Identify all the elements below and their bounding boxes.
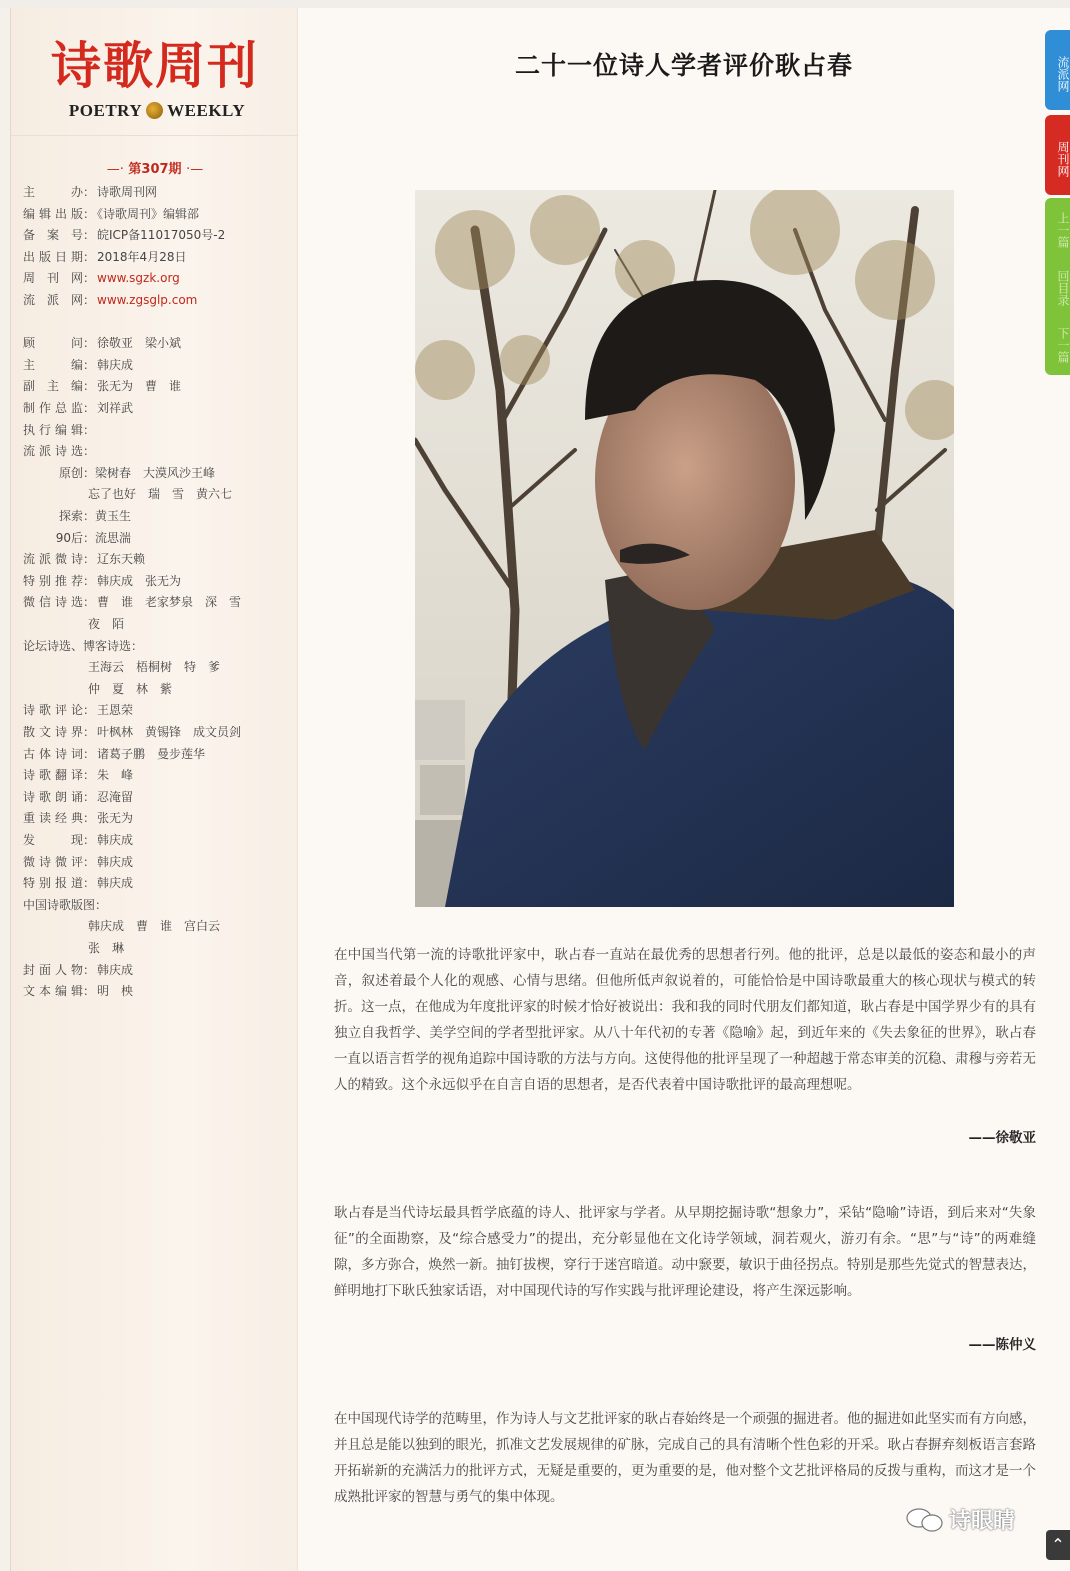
info-row: [23, 443, 97, 459]
info-label: 特别推荐: [23, 573, 83, 588]
info-value: 韩庆成: [97, 854, 134, 869]
info-colon: ：: [83, 811, 96, 826]
staff-continued: 仲 夏 林 紫: [88, 681, 173, 696]
info-colon: ：: [83, 573, 96, 588]
tab-liupai-site[interactable]: 流派网: [1045, 30, 1070, 110]
info-label: 流 派 网: [23, 293, 83, 307]
back-to-index-tab[interactable]: 回目录: [1056, 269, 1070, 306]
info-colon: ：: [83, 228, 96, 243]
portrait-photo: [415, 190, 954, 907]
info-colon: ：: [83, 336, 96, 351]
info-value: 韩庆成: [97, 357, 134, 372]
info-row: [23, 227, 225, 243]
info-row: [23, 638, 145, 654]
staff-continued: 王海云 梧桐树 特 爹: [88, 660, 221, 675]
info-row: [23, 832, 133, 848]
info-label: 周 刊 网: [23, 271, 83, 286]
info-value: 辽东天赖: [97, 552, 146, 567]
info-label: 主 办: [23, 185, 83, 199]
info-label: 执行编辑: [23, 422, 83, 437]
wechat-watermark: [905, 1504, 1015, 1535]
info-link[interactable]: www.sgzk.org: [97, 271, 180, 286]
portrait-illustration: [415, 190, 954, 907]
logo-chinese-title: 诗歌周刊: [51, 36, 259, 95]
info-colon: ：: [83, 509, 96, 523]
staff-continued: 忘了也好 瑞 雪 黄六七: [88, 487, 233, 502]
logo-english-title: [51, 101, 263, 121]
info-label: 特别报道: [23, 876, 83, 891]
info-label: 散文诗界: [23, 725, 83, 739]
info-colon: ：: [83, 876, 96, 891]
info-label: 顾 问: [23, 336, 83, 351]
info-row: [23, 249, 186, 265]
info-colon: ：: [83, 595, 96, 610]
info-value: 诸葛子鹏 曼步莲华: [97, 746, 206, 761]
info-value: 《诗歌周刊》编辑部: [97, 206, 200, 221]
logo[interactable]: [11, 8, 299, 138]
info-value: 皖ICP备11017050号-2: [97, 228, 226, 243]
info-colon: ：: [83, 833, 96, 847]
review-paragraph: 在中国当代第一流的诗歌批评家中，耿占春一直站在最优秀的思想者行列。他的批评，总是以最低的姿态和最小的声音，叙述着最个人化的观感、心情与思绪。但他所低声叙说着的，可能恰恰是中国诗歌最重大的核心现状与模式的转折。这一点，在他成为年度批评家的时候才恰好被说出：我和我的同时代朋友们都知道，耿占春是中国学界少有的具有独立自我哲学、美学空间的学者型批评家。从八十年代初的专著《隐喻》起，到近年来的《失去象征的世界》，耿占春一直以语言哲学的视角追踪中国诗歌的方法与方向。这使得他的批评呈现了一种超越于常态审美的沉稳、肃穆与旁若无人的精致。这个永远似乎在自言自语的思想者，是否代表着中国诗歌批评的最高理想呢。: [334, 947, 1036, 1093]
issue-number: [11, 158, 299, 177]
issue-dash-left: —·: [106, 162, 124, 177]
article-title: 二十一位诗人学者评价耿占春: [514, 51, 853, 80]
info-row: [23, 875, 133, 891]
info-colon: ：: [95, 897, 108, 912]
info-label: 原创: [58, 465, 83, 480]
info-value: 朱 峰: [97, 768, 134, 783]
info-label: 探索: [58, 509, 83, 523]
info-label: 出版日期: [23, 249, 83, 264]
info-label: 微信诗选: [23, 595, 83, 610]
info-colon: ：: [83, 530, 96, 545]
info-colon: ：: [83, 422, 96, 437]
info-value: 诗歌周刊网: [97, 185, 158, 199]
info-label: 诗歌翻译: [23, 768, 83, 783]
info-row: [23, 400, 133, 416]
watermark-text: 诗眼睛: [949, 1509, 1016, 1534]
info-row: [23, 573, 181, 589]
info-value: 曹 谁 老家梦泉 深 雪: [97, 595, 242, 610]
logo-en-right: WEEKLY: [167, 101, 246, 120]
info-colon: ：: [83, 185, 96, 199]
info-label: 中国诗歌版图: [23, 897, 96, 912]
info-value: 2018年4月28日: [97, 249, 187, 264]
info-row: [23, 378, 181, 394]
review-paragraph: 在中国现代诗学的范畴里，作为诗人与文艺批评家的耿占春始终是一个顽强的掘进者。他的掘进如此坚实而有方向感，并且总是能以独到的眼光，抓准文艺发展规律的矿脉，完成自己的具有清晰个性色彩的开采。耿占春摒弃刻板语言套路开拓崭新的充满活力的批评方式，无疑是重要的，更为重要的是，他对整个文艺批评格局的反拨与重构，而这才是一个成熟批评家的智慧与勇气的集中体现。: [334, 1411, 1036, 1505]
info-value: 韩庆成: [97, 833, 134, 847]
info-row: [23, 206, 199, 222]
info-row[interactable]: [23, 270, 180, 286]
info-row: [23, 551, 145, 567]
info-row: [23, 854, 133, 870]
info-label: 诗歌评论: [23, 703, 83, 718]
info-colon: ：: [83, 465, 96, 480]
staff-continued: 韩庆成 曹 谁 宫白云: [88, 919, 221, 934]
info-value: 张无为: [97, 811, 134, 826]
info-colon: ：: [131, 638, 144, 653]
review-paragraph: 耿占春是当代诗坛最具哲学底蕴的诗人、批评家与学者。从早期挖掘诗歌“想象力”，采钻“隐喻”诗语，到后来对“失象征”的全面勘察，及“综合感受力”的提出，充分彰显他在文化诗学领域，洞若观火，游刃有余。“思”与“诗”的两难缝隙，多方弥合，焕然一新。抽钉拔楔，穿行于迷宫暗道。动中窾要，敏识于曲径拐点。特别是那些先觉式的智慧表达，鲜明地打下耿氏独家话语，对中国现代诗的写作实践与批评理论建设，将产生深远影响。: [334, 1205, 1036, 1299]
tab-zhoukan-site[interactable]: 周刊网: [1045, 115, 1070, 195]
info-row: [48, 508, 131, 524]
info-value: 韩庆成 张无为: [97, 573, 182, 588]
info-colon: ：: [83, 962, 96, 977]
info-row: [23, 897, 109, 913]
info-value: 忍淹留: [97, 789, 134, 804]
info-row: [23, 746, 205, 762]
info-label: 备 案 号: [23, 228, 83, 243]
info-colon: ：: [83, 379, 96, 394]
info-colon: ：: [83, 206, 96, 221]
info-colon: ：: [83, 249, 96, 264]
issue-label: 第307期: [128, 162, 182, 177]
info-value: 梁树春 大漠风沙王峰: [95, 465, 216, 480]
top-strip: [0, 0, 1070, 8]
info-label: 论坛诗选、博客诗选: [23, 638, 132, 653]
info-colon: ：: [83, 768, 96, 783]
logo-divider: [11, 135, 299, 136]
info-value: 韩庆成: [97, 876, 134, 891]
info-row: [23, 357, 133, 373]
info-label: 编辑出版: [23, 206, 83, 221]
info-row: [23, 335, 181, 351]
back-to-top-button[interactable]: [1046, 1530, 1070, 1560]
info-colon: ：: [83, 789, 96, 804]
info-row: [23, 962, 133, 978]
info-value: 徐敬亚 梁小斌: [97, 336, 182, 351]
info-label: 制作总监: [23, 401, 83, 415]
info-label: 流派微诗: [23, 552, 83, 567]
prev-article-tab[interactable]: 上一篇: [1056, 212, 1070, 248]
info-value: 叶枫林 黄锡锋 成文员剑: [97, 725, 242, 739]
info-label: 封面人物: [23, 962, 83, 977]
info-row: [23, 789, 133, 805]
info-row: [48, 465, 215, 481]
info-value: 张无为 曹 谁: [97, 379, 182, 394]
info-colon: ：: [83, 725, 96, 739]
info-row: [23, 767, 133, 783]
info-row: [48, 530, 131, 546]
info-label: 诗歌朗诵: [23, 789, 83, 804]
staff-continued: 夜 陌: [88, 617, 125, 631]
info-label: 文本编辑: [23, 984, 83, 999]
info-colon: ：: [83, 357, 96, 372]
info-row: [23, 702, 133, 718]
info-row: [23, 594, 241, 610]
info-label: 主 编: [23, 357, 83, 372]
info-colon: ：: [83, 271, 96, 286]
info-row[interactable]: [23, 292, 197, 308]
info-row: [23, 184, 157, 200]
info-label: 微诗微评: [23, 854, 83, 869]
logo-en-left: POETRY: [68, 101, 143, 120]
info-row: [23, 422, 97, 438]
issue-dash-right: ·—: [186, 162, 204, 177]
info-colon: ：: [83, 293, 96, 307]
info-value: 黄玉生: [95, 509, 132, 523]
info-colon: ：: [83, 984, 96, 999]
review-signature: ——陈仲义: [968, 1337, 1036, 1353]
info-value: 王恩荣: [97, 703, 134, 718]
info-colon: ：: [83, 746, 96, 761]
review-signature: ——徐敬亚: [968, 1130, 1036, 1146]
staff-continued: 张 琳: [88, 941, 125, 955]
info-colon: ：: [83, 444, 96, 459]
info-value: 刘祥武: [97, 401, 134, 415]
info-label: 流派诗选: [23, 444, 83, 459]
info-row: [23, 724, 241, 740]
info-colon: ：: [83, 552, 96, 567]
info-label: 古体诗词: [23, 746, 83, 761]
info-row: [23, 810, 133, 826]
info-row: [23, 983, 133, 999]
chevron-up-icon: ⌃: [1051, 1535, 1065, 1554]
info-value: 流思湍: [95, 530, 132, 545]
info-colon: ：: [83, 854, 96, 869]
info-label: 副 主 编: [23, 379, 83, 394]
info-value: 韩庆成: [97, 962, 134, 977]
sidebar: [10, 8, 298, 1571]
info-label: 发 现: [23, 833, 83, 847]
info-link[interactable]: www.zgsglp.com: [97, 293, 198, 307]
info-label: 90后: [55, 530, 83, 545]
info-label: 重读经典: [23, 811, 83, 826]
next-article-tab[interactable]: 下一篇: [1056, 327, 1070, 363]
logo-emblem-icon: [146, 102, 163, 119]
info-colon: ：: [83, 703, 96, 718]
info-colon: ：: [83, 401, 96, 415]
info-value: 明 柍: [97, 984, 134, 999]
wechat-icon: [905, 1507, 945, 1533]
